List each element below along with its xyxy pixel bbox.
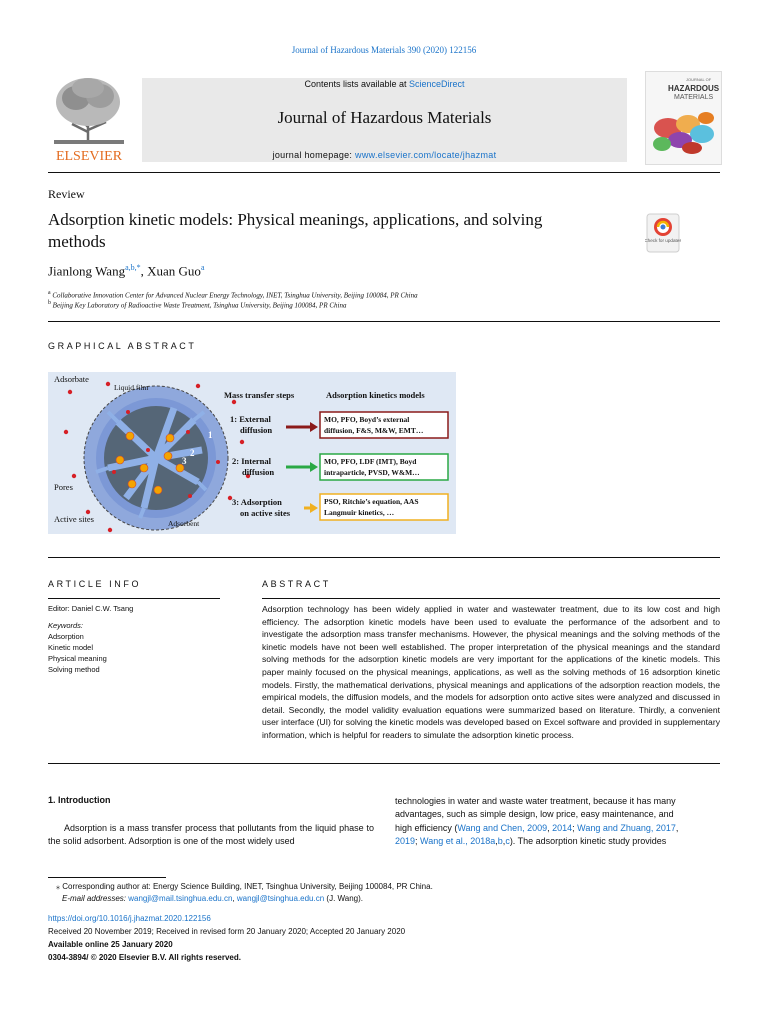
footnote-divider bbox=[48, 877, 166, 878]
journal-homepage-line bbox=[142, 150, 627, 160]
step-1-label-2: diffusion bbox=[240, 425, 273, 435]
label-adsorbent: Adsorbent bbox=[168, 519, 200, 528]
affiliation-marker: a bbox=[48, 290, 51, 296]
label-adsorbate: Adsorbate bbox=[54, 374, 89, 384]
check-for-updates-button[interactable] bbox=[645, 213, 681, 253]
email-link[interactable]: wangjl@tsinghua.edu.cn bbox=[236, 894, 325, 903]
intro-text: high efficiency ( bbox=[395, 822, 458, 833]
contents-prefix: Contents lists available at bbox=[304, 79, 410, 89]
step-3-label: 3: Adsorption bbox=[232, 497, 282, 507]
author-name: Xuan Guo bbox=[147, 263, 201, 279]
introduction-paragraph-left: Adsorption is a mass transfer process that pollutants from the liquid phase to the solid adsorbent. Adsorption is one of the most widely used bbox=[48, 823, 374, 847]
author-name: Jianlong Wang bbox=[48, 263, 126, 279]
intro-right-line bbox=[395, 822, 720, 835]
keyword-item: Solving method bbox=[48, 665, 100, 674]
email-label: E-mail addresses: bbox=[62, 894, 129, 903]
article-title-line-1: Adsorption kinetic models: Physical meanings, applications, and solving bbox=[48, 210, 543, 229]
keyword-item: Adsorption bbox=[48, 632, 84, 641]
citation-separator: , bbox=[547, 822, 553, 833]
homepage-prefix: journal homepage: bbox=[272, 150, 356, 160]
citation-separator: , bbox=[675, 822, 679, 833]
citation-separator: ; bbox=[572, 822, 578, 833]
citation-separator: , bbox=[502, 836, 506, 847]
abstract-heading: ABSTRACT bbox=[262, 579, 331, 589]
email-addresses-line bbox=[62, 894, 363, 903]
column-kinetics-models: Adsorption kinetics models bbox=[326, 390, 425, 400]
contents-available-line bbox=[142, 79, 627, 89]
citation-link[interactable]: Wang and Chen, 2009 bbox=[457, 822, 548, 833]
available-online-date: Available online 25 January 2020 bbox=[48, 940, 173, 949]
step-marker-3: 3 bbox=[182, 456, 187, 466]
meta-divider bbox=[48, 321, 720, 322]
affiliation-a bbox=[48, 290, 418, 299]
article-info-heading: ARTICLE INFO bbox=[48, 579, 142, 589]
step-1-label: 1: External bbox=[230, 414, 271, 424]
models-ext-line-2: diffusion, F&S, M&W, EMT… bbox=[324, 426, 424, 435]
check-badge-label: Check for updates bbox=[645, 238, 681, 243]
article-title bbox=[48, 209, 628, 253]
graphical-abstract-divider bbox=[48, 557, 720, 558]
check-for-updates-icon bbox=[645, 213, 681, 253]
abstract-bottom-divider bbox=[48, 763, 720, 764]
corresponding-author-note: ⁎ Corresponding author at: Energy Science Building, INET, Tsinghua University, Beijing 100084, PR China. bbox=[56, 882, 433, 891]
step-2-label: 2: Internal bbox=[232, 456, 271, 466]
models-ads-line-2: Langmuir kinetics, … bbox=[324, 508, 395, 517]
label-liquid-film: Liquid film bbox=[114, 383, 149, 392]
cover-title-2: MATERIALS bbox=[674, 94, 714, 101]
models-ads-line-1: PSO, Ritchie’s equation, AAS bbox=[324, 497, 419, 506]
author-separator: , bbox=[140, 263, 148, 279]
email-separator: , bbox=[232, 894, 237, 903]
step-2-label-2: diffusion bbox=[242, 467, 275, 477]
graphical-abstract-figure[interactable] bbox=[48, 372, 456, 534]
elsevier-logo[interactable] bbox=[48, 72, 130, 164]
cover-art-icon bbox=[646, 72, 721, 164]
intro-text: ). The adsorption kinetic study provides bbox=[509, 836, 667, 847]
step-marker-2: 2 bbox=[190, 448, 195, 458]
author-affiliation-marker[interactable]: a bbox=[200, 263, 205, 272]
models-int-line-1: MO, PFO, LDF (IMT), Boyd bbox=[324, 457, 417, 466]
intro-right-line bbox=[395, 835, 720, 848]
elsevier-wordmark: ELSEVIER bbox=[55, 149, 123, 164]
intro-right-line: advantages, such as simple design, low price, easy maintenance, and bbox=[395, 809, 674, 820]
cover-small-title: JOURNAL OF bbox=[686, 77, 712, 82]
models-int-line-2: intraparticle, PVSD, W&M… bbox=[324, 468, 420, 477]
doi-link[interactable]: https://doi.org/10.1016/j.jhazmat.2020.122156 bbox=[48, 914, 211, 923]
keyword-item: Physical meaning bbox=[48, 654, 107, 663]
citation-link[interactable]: Wang et al., 2018a bbox=[420, 836, 496, 847]
abstract-divider bbox=[262, 598, 720, 599]
elsevier-tree-icon bbox=[48, 72, 130, 164]
copyright-line: 0304-3894/ © 2020 Elsevier B.V. All rights reserved. bbox=[48, 953, 241, 962]
author-list bbox=[48, 263, 205, 279]
citation-separator: , bbox=[495, 836, 498, 847]
homepage-link[interactable]: www.elsevier.com/locate/jhazmat bbox=[355, 150, 497, 160]
author-affiliation-marker[interactable]: a,b,* bbox=[125, 263, 141, 272]
cover-title: HAZARDOUS bbox=[668, 84, 720, 93]
journal-title: Journal of Hazardous Materials bbox=[277, 108, 492, 127]
email-suffix: (J. Wang). bbox=[324, 894, 364, 903]
step-marker-1: 1 bbox=[208, 430, 213, 440]
introduction-paragraph-right bbox=[395, 795, 720, 849]
keyword-list bbox=[48, 631, 107, 675]
keyword-item: Kinetic model bbox=[48, 643, 94, 652]
affiliation-text: Collaborative Innovation Center for Advanced Nuclear Energy Technology, INET, Tsinghua University, Beijing 100084, PR China bbox=[50, 291, 418, 300]
email-link[interactable]: wangjl@mail.tsinghua.edu.cn bbox=[128, 894, 233, 903]
editor-line: Editor: Daniel C.W. Tsang bbox=[48, 604, 134, 613]
citation-link[interactable]: Wang and Zhuang, 2017 bbox=[577, 822, 676, 833]
sciencedirect-link[interactable]: ScienceDirect bbox=[409, 79, 465, 89]
keywords-label: Keywords: bbox=[48, 621, 84, 630]
affiliation-text: Beijing Key Laboratory of Radioactive Waste Treatment, Tsinghua University, Beijing 100084, PR China bbox=[50, 301, 347, 310]
step-3-label-2: on active sites bbox=[240, 508, 291, 518]
models-ext-line-1: MO, PFO, Boyd’s external bbox=[324, 415, 410, 424]
introduction-heading: 1. Introduction bbox=[48, 795, 111, 805]
label-pores: Pores bbox=[54, 482, 73, 492]
mass-transfer-diagram bbox=[48, 372, 456, 534]
affiliation-marker: b bbox=[48, 300, 51, 306]
article-title-line-2: methods bbox=[48, 232, 106, 251]
header-divider bbox=[48, 172, 720, 173]
citation-separator: ; bbox=[415, 836, 421, 847]
graphical-abstract-heading: GRAPHICAL ABSTRACT bbox=[48, 341, 197, 351]
intro-right-line: technologies in water and waste water treatment, because it has many bbox=[395, 796, 676, 806]
citation-link[interactable]: c bbox=[505, 836, 510, 847]
citation-link[interactable]: 2014 bbox=[552, 822, 573, 833]
column-mass-transfer-steps: Mass transfer steps bbox=[224, 390, 295, 400]
label-active-sites: Active sites bbox=[54, 514, 94, 524]
affiliation-b bbox=[48, 300, 346, 309]
citation-link[interactable]: 2019 bbox=[395, 836, 416, 847]
citation-link[interactable]: b bbox=[497, 836, 503, 847]
article-type: Review bbox=[48, 187, 85, 201]
journal-reference-link[interactable]: Journal of Hazardous Materials 390 (2020) 122156 bbox=[291, 45, 477, 55]
journal-cover-thumbnail[interactable] bbox=[645, 71, 722, 165]
abstract-text: Adsorption technology has been widely applied in water and wastewater treatment, due to its low cost and high efficiency. The adsorption kinetic models have been used to evaluate the performance of the adsorbent and to investigate the adsorption mass transfer mechanisms. However, the physical meanings and the solving methods of the kinetic models have not been well established. The proper interpretation of the physical meanings and the standard solving methods for the adsorption kinetic models are very important for the applications of the kinetic models. This paper mainly focused on the physical meanings, applications, as well as the solving methods of 16 adsorption kinetic models. Firstly, the mathematical derivations, physical meanings and applications of the adsorption reaction models, the empirical models, the diffusion models, and the models for adsorption onto active sites were analyzed and discussed in detail. Secondly, the model validity evaluation equations were summarized based on literature. Thirdly, a convenient user interface (UI) for solving the kinetic models was developed based on Excel software and provided in supplementary information, which is helpful for readers to simulate the adsorption kinetic process. bbox=[262, 604, 720, 740]
received-dates: Received 20 November 2019; Received in revised form 20 January 2020; Accepted 20 January 2020 bbox=[48, 927, 406, 936]
article-info-divider bbox=[48, 598, 220, 599]
